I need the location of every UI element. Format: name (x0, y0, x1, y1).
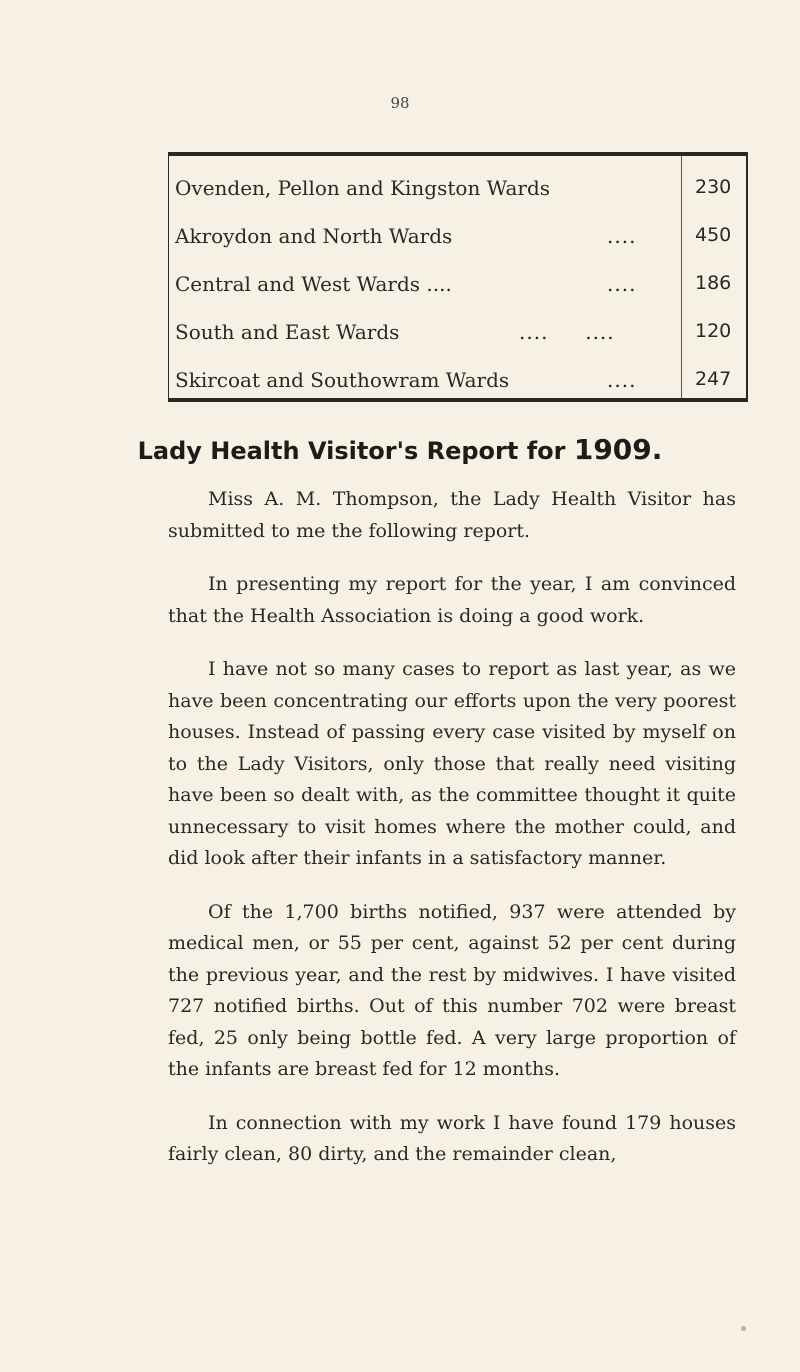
report-body (168, 484, 736, 1193)
paper-speck (741, 1326, 746, 1331)
report-paragraph: In presenting my report for the year, I am convinced that the Health Association is doing a good work. (168, 573, 736, 627)
report-paragraph: In connection with my work I have found 179 houses fairly clean, 80 dirty, and the remainder clean, (168, 1111, 736, 1165)
report-paragraph: I have not so many cases to report as last year, as we have been concentrating our efforts upon the very poorest houses. Instead of passing every case visited by myself on to the Lady Visitors, only those that really need visiting have been so dealt with, as the committee thought it quite unnecessary to visit homes where the mother could, and did look after their infants in a satisfactory manner. (168, 658, 736, 869)
ward-name: Akroydon and North Wards (175, 224, 453, 248)
ward-value: 247 (695, 368, 732, 390)
ward-name: Central and West Wards .... (175, 272, 452, 296)
leader-dots: .... (607, 368, 637, 392)
ward-value: 120 (695, 320, 732, 342)
report-heading-text: Lady Health Visitor's Report for (137, 437, 566, 465)
page-number: 98 (390, 94, 410, 112)
ward-value: 186 (695, 272, 732, 294)
ward-name: South and East Wards (175, 320, 400, 344)
ward-value: 230 (695, 176, 732, 198)
ward-name: Ovenden, Pellon and Kingston Wards (175, 176, 551, 200)
leader-dots: .... .... (519, 320, 615, 344)
report-paragraph: Of the 1,700 births notified, 937 were attended by medical men, or 55 per cent, against 52 per cent during the previous year, and the rest by midwives. I have visited 727 notified births. Out of this number 702 were breast fed, 25 only being bottle fed. A very large proportion of the infants are breast fed for 12 months. (168, 900, 736, 1080)
report-year: 1909. (573, 433, 663, 466)
table-row (169, 354, 746, 410)
leader-dots: .... (607, 224, 637, 248)
ward-value: 450 (695, 224, 732, 246)
ward-name: Skircoat and Southowram Wards (175, 368, 510, 392)
report-paragraph: Miss A. M. Thompson, the Lady Health Visitor has submitted to me the following report. (168, 488, 736, 542)
leader-dots: .... (607, 272, 637, 296)
report-heading (0, 433, 800, 466)
wards-table (168, 152, 748, 402)
